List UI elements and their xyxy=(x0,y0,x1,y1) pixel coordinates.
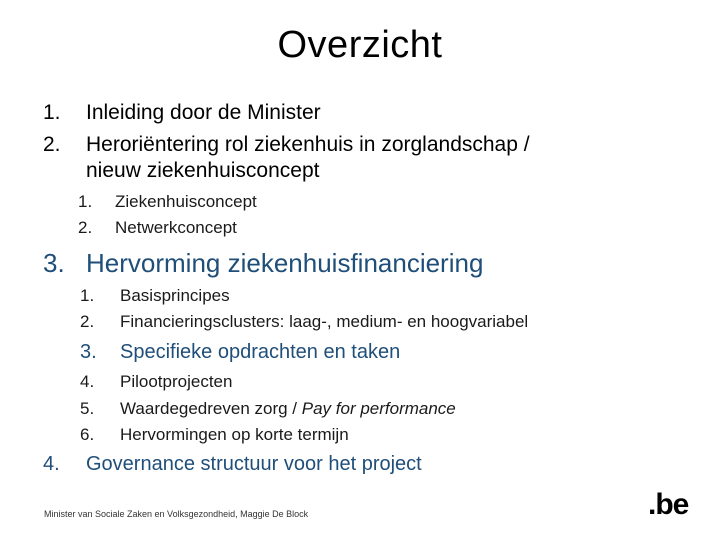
subitem-number: 2. xyxy=(78,218,93,237)
subitem-number: 1. xyxy=(80,286,95,305)
item-number: 2. xyxy=(43,133,61,156)
subitem-text: Netwerkconcept xyxy=(115,218,237,237)
outline-item-2-continuation: nieuw ziekenhuisconcept xyxy=(86,159,320,182)
item-number: 4. xyxy=(43,453,60,475)
subitem-text: Specifieke opdrachten en taken xyxy=(120,341,401,363)
item-text: Heroriëntering rol ziekenhuis in zorglandschap / xyxy=(86,133,530,156)
subitem-number: 3. xyxy=(80,341,97,363)
item-number: 1. xyxy=(43,101,61,124)
subitem-number: 4. xyxy=(80,372,95,391)
subitem-text xyxy=(120,399,456,419)
subitem-text-italic: Pay for performance xyxy=(301,399,456,418)
subitem-text: Basisprincipes xyxy=(120,286,230,305)
subitem-number: 2. xyxy=(80,312,95,331)
slide-title: Overzicht xyxy=(277,24,443,66)
subitem-number: 1. xyxy=(78,192,93,211)
subitem-text: Financieringsclusters: laag-, medium- en hoogvariabel xyxy=(120,312,529,331)
item-text: Hervorming ziekenhuisfinanciering xyxy=(86,248,484,278)
subitem-text: Hervormingen op korte termijn xyxy=(120,425,349,444)
be-logo: .be xyxy=(648,488,689,521)
subitem-text: Ziekenhuisconcept xyxy=(115,192,257,211)
subitem-number: 6. xyxy=(80,425,95,444)
item-text: Inleiding door de Minister xyxy=(86,101,321,124)
footer-text: Minister van Sociale Zaken en Volksgezondheid, Maggie De Block xyxy=(44,509,309,519)
subitem-text: Pilootprojecten xyxy=(120,372,233,391)
item-number: 3. xyxy=(43,248,65,278)
subitem-text-regular: Waardegedreven zorg / xyxy=(120,399,302,418)
subitem-number: 5. xyxy=(80,399,95,418)
item-text: Governance structuur voor het project xyxy=(86,453,422,475)
